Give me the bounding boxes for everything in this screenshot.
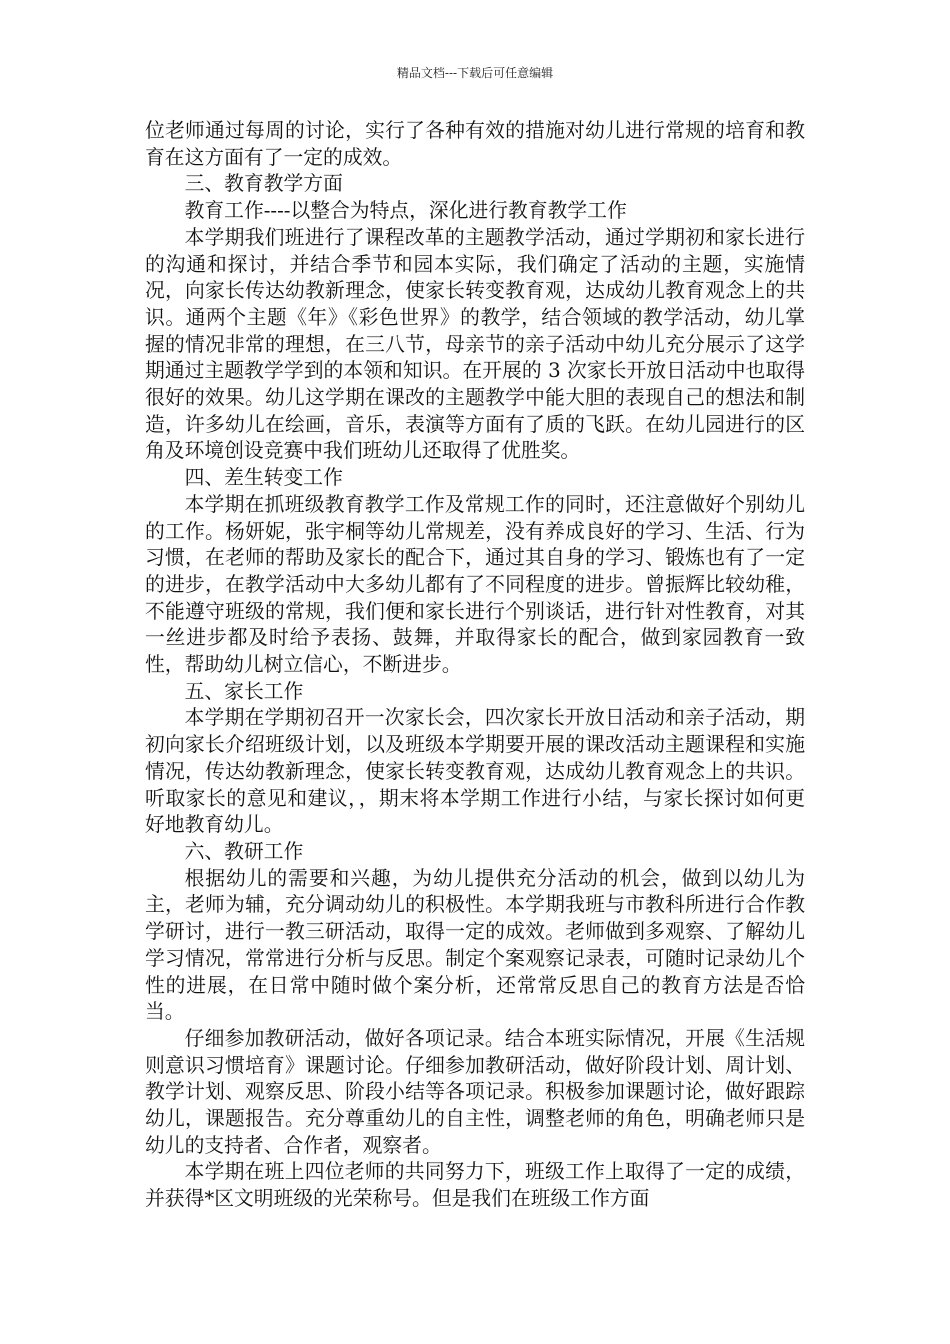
page-header: 精品文档---下载后可任意编辑: [396, 66, 554, 80]
paragraph-teaching-subtitle: 教育工作----以整合为特点，深化进行教育教学工作: [184, 199, 627, 223]
section-heading-parents: 五、家长工作: [184, 679, 304, 703]
paragraph-research-body: 根据幼儿的需要和兴趣，为幼儿提供充分活动的机会，做到以幼儿为主，老师为辅，充分调动幼儿的积极性。本学期我班与市教科所进行合作教学研讨，进行一教三研活动，取得一定的成效。老师做到多观察、了解幼儿学习情况，常常进行分析与反思。制定个案观察记录表，可随时记录幼儿个性的进展，在日常中随时做个案分析，还常常反思自己的教育方法是否恰当。: [145, 866, 805, 1024]
paragraph-summary: 本学期在班上四位老师的共同努力下，班级工作上取得了一定的成绩，并获得*区文明班级的光荣称号。但是我们在班级工作方面: [145, 1160, 805, 1211]
section-heading-teaching: 三、教育教学方面: [184, 172, 343, 196]
document-body: [145, 118, 805, 1213]
paragraph-research-records: 仔细参加教研活动，做好各项记录。结合本班实际情况，开展《生活规则意识习惯培育》课题讨论。仔细参加教研活动，做好阶段计划、周计划、教学计划、观察反思、阶段小结等各项记录。积极参加课题讨论，做好跟踪幼儿，课题报告。充分尊重幼儿的自主性，调整老师的角色，明确老师只是幼儿的支持者、合作者，观察者。: [145, 1026, 805, 1157]
paragraph-improvement-body: 本学期在抓班级教育教学工作及常规工作的同时，还注意做好个别幼儿的工作。杨妍妮，张宇桐等幼儿常规差，没有养成良好的学习、生活、行为习惯，在老师的帮助及家长的配合下，通过其自身的学习、锻炼也有了一定的进步，在教学活动中大多幼儿都有了不同程度的进步。曾振辉比较幼稚，不能遵守班级的常规，我们便和家长进行个别谈话，进行针对性教育，对其一丝进步都及时给予表扬、鼓舞，并取得家长的配合，做到家园教育一致性，帮助幼儿树立信心，不断进步。: [145, 492, 805, 677]
section-heading-improvement: 四、差生转变工作: [184, 466, 343, 490]
paragraph-continuation: 位老师通过每周的讨论，实行了各种有效的措施对幼儿进行常规的培育和教育在这方面有了一定的成效。: [145, 119, 805, 169]
paragraph-parents-body: 本学期在学期初召开一次家长会，四次家长开放日活动和亲子活动，期初向家长介绍班级计划，以及班级本学期要开展的课改活动主题课程和实施情况，传达幼教新理念，使家长转变教育观，达成幼儿教育观念上的共识。听取家长的意见和建议，，期末将本学期工作进行小结，与家长探讨如何更好地教育幼儿。: [145, 706, 805, 837]
section-heading-research: 六、教研工作: [184, 839, 304, 863]
paragraph-teaching-body: 本学期我们班进行了课程改革的主题教学活动，通过学期初和家长进行的沟通和探讨，并结合季节和园本实际，我们确定了活动的主题，实施情况，向家长传达幼教新理念，使家长转变教育观，达成幼儿教育观念上的共识。通两个主题《年》《彩色世界》的教学，结合领域的教学活动，幼儿掌握的情况非常的理想，在三八节，母亲节的亲子活动中幼儿充分展示了这学期通过主题教学学到的本领和知识。在开展的 3 次家长开放日活动中也取得很好的效果。幼儿这学期在课改的主题教学中能大胆的表现自己的想法和制造，许多幼儿在绘画，音乐，表演等方面有了质的飞跃。在幼儿园进行的区角及环境创设竞赛中我们班幼儿还取得了优胜奖。: [145, 225, 805, 463]
